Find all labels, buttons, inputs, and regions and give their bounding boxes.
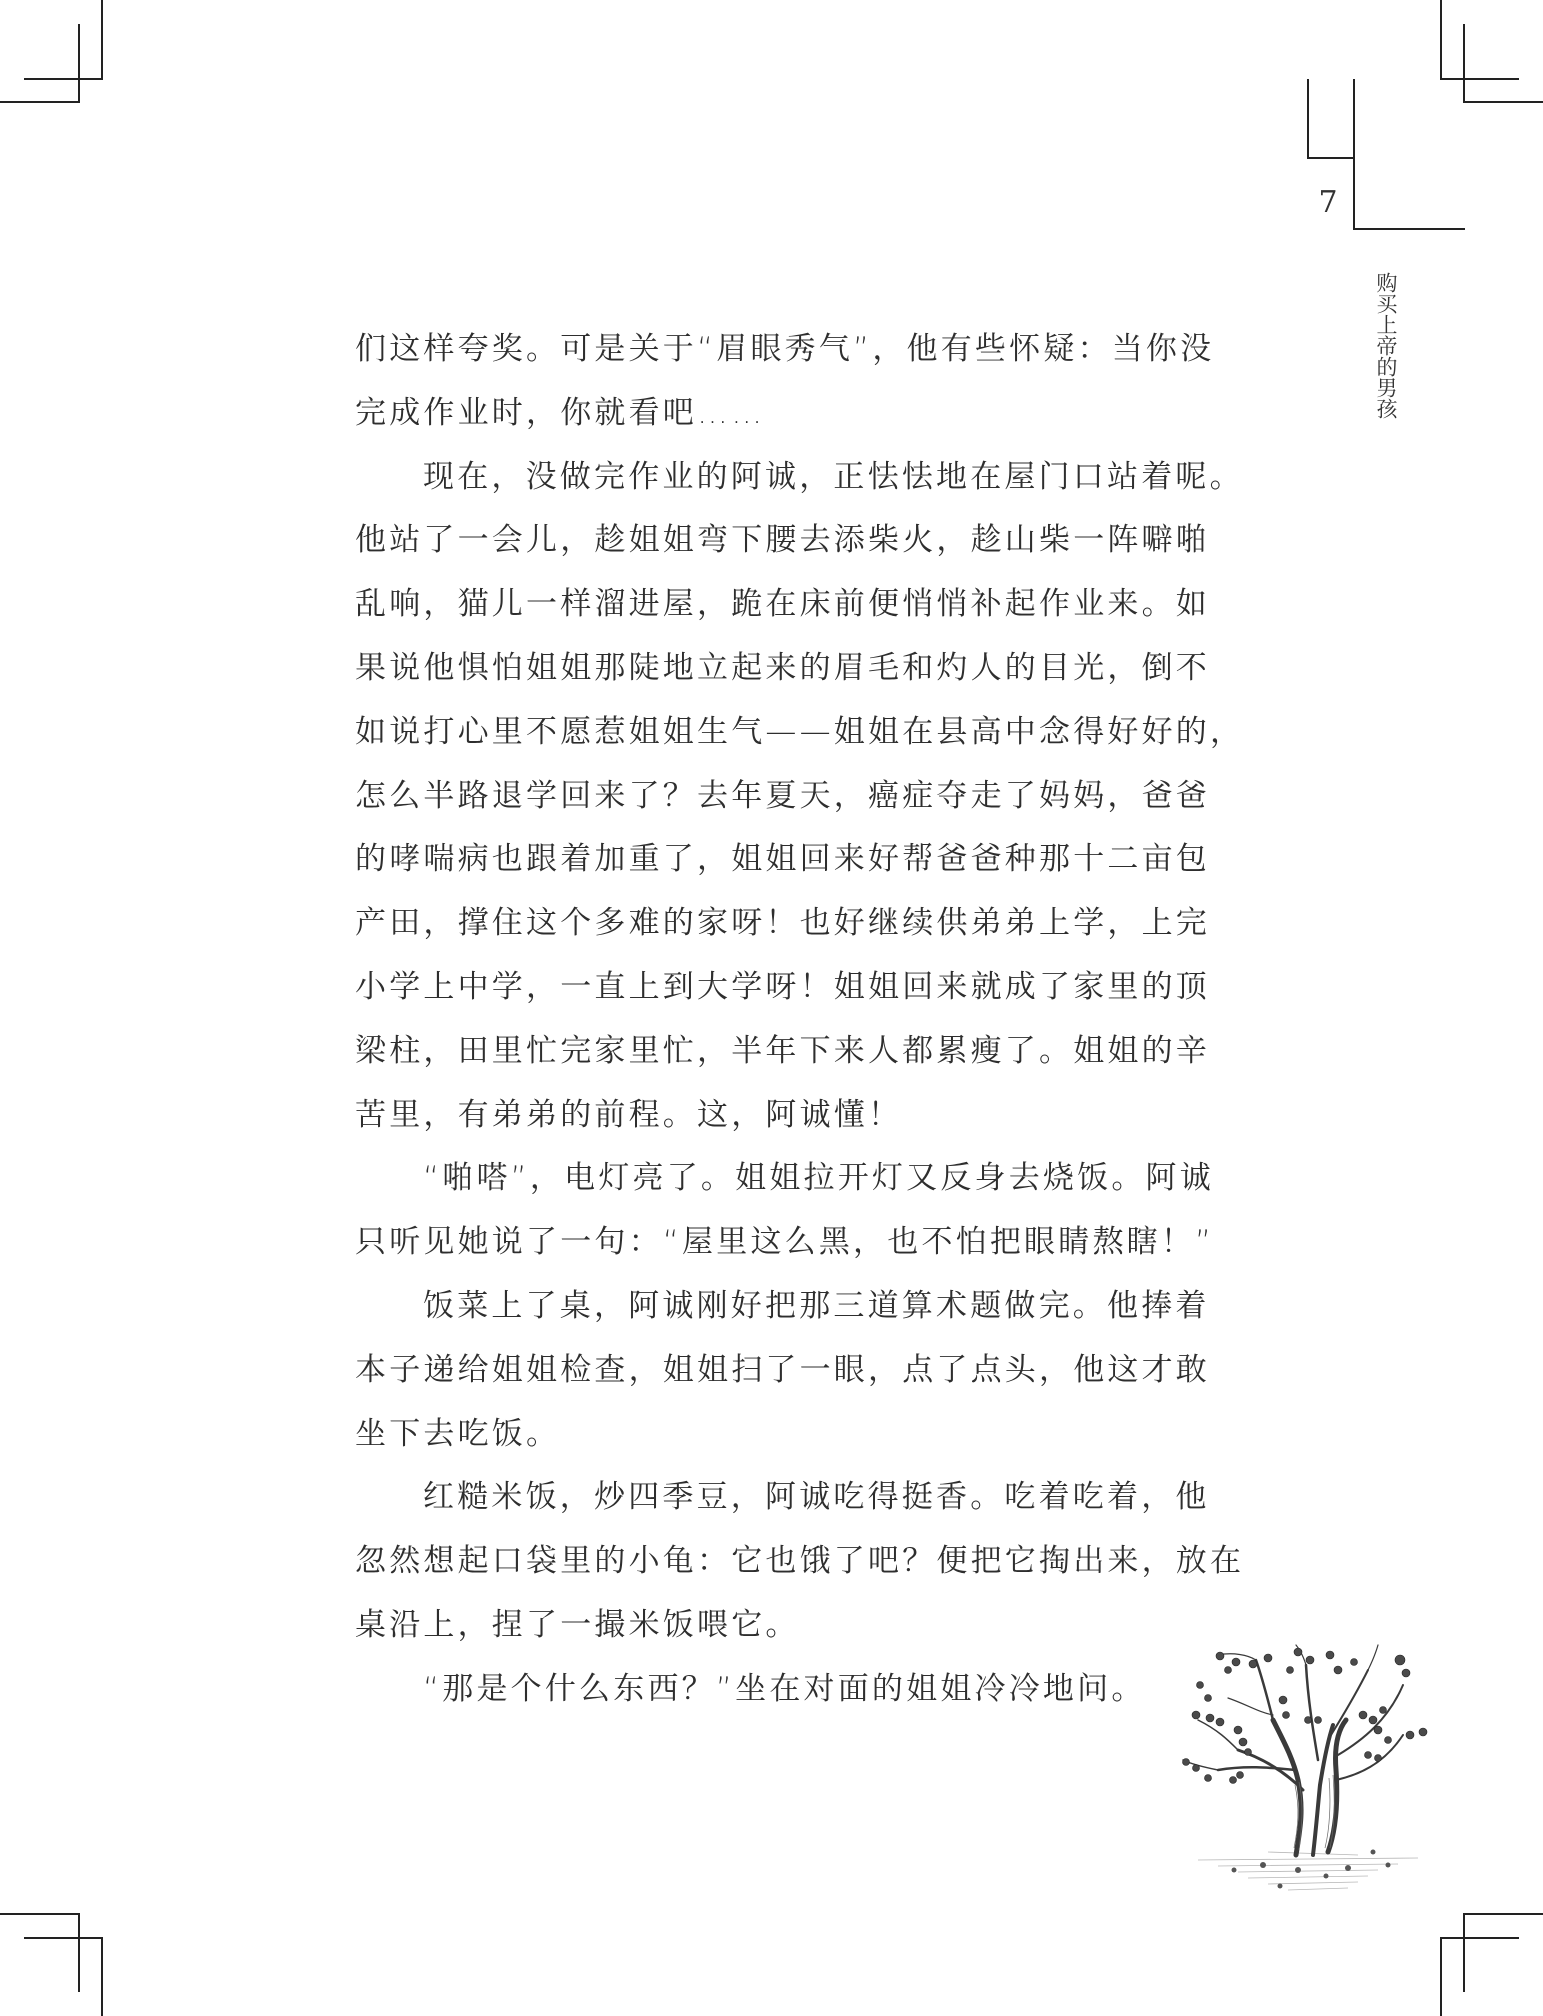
- text-line: 产田，撑住这个多难的家呀！也好继续供弟弟上学，上完: [355, 905, 1210, 942]
- running-title: 购买上帝的男孩: [1374, 272, 1398, 419]
- paragraph-start-line: 现在，没做完作业的阿诚，正怯怯地在屋门口站着呢。: [423, 458, 1244, 495]
- text-line: 如说打心里不愿惹姐姐生气——姐姐在县高中念得好好的，: [355, 713, 1245, 750]
- crop-mark-bottom-right-v1: [1463, 1913, 1465, 1992]
- text-line: 本子递给姐姐检查，姐姐扫了一眼，点了点头，他这才敢: [355, 1351, 1210, 1388]
- crop-mark-top-left-h2: [0, 101, 80, 103]
- text-line: 他站了一会儿，趁姐姐弯下腰去添柴火，趁山柴一阵噼啪: [355, 522, 1210, 559]
- paragraph-start-line: “啪嗒”，电灯亮了。姐姐拉开灯又反身去烧饭。阿诚: [423, 1160, 1214, 1197]
- text-line: 乱响，猫儿一样溜进屋，跪在床前便悄悄补起作业来。如: [355, 586, 1210, 623]
- page-number-frame-right: [1353, 79, 1355, 230]
- page-number: 7: [1318, 185, 1338, 220]
- tree-illustration-icon: [1178, 1640, 1448, 1920]
- page-number-frame-bottom: [1353, 228, 1465, 230]
- crop-mark-top-left-v1: [101, 0, 103, 79]
- text-line: 只听见她说了一句：“屋里这么黑，也不怕把眼睛熬瞎！”: [355, 1224, 1215, 1261]
- text-line: 坐下去吃饭。: [355, 1415, 561, 1452]
- text-line: 苦里，有弟弟的前程。这，阿诚懂！: [355, 1096, 903, 1133]
- text-line: 梁柱，田里忙完家里忙，半年下来人都累瘦了。姐姐的辛: [355, 1032, 1210, 1069]
- crop-mark-bottom-left-h1: [0, 1913, 80, 1915]
- text-line: 桌沿上，捏了一撮米饭喂它。: [355, 1606, 800, 1643]
- crop-mark-bottom-right-h1: [1463, 1913, 1543, 1915]
- crop-mark-bottom-left-v1: [78, 1913, 80, 1992]
- crop-mark-bottom-left-h2: [24, 1937, 103, 1939]
- crop-mark-top-right-v1: [1440, 0, 1442, 79]
- crop-mark-top-left-v2: [78, 24, 80, 103]
- text-line: 的哮喘病也跟着加重了，姐姐回来好帮爸爸种那十二亩包: [355, 841, 1210, 878]
- page-number-frame-left: [1307, 79, 1309, 158]
- text-line: 完成作业时，你就看吧……: [355, 394, 766, 431]
- crop-mark-bottom-left-v2: [101, 1937, 103, 2016]
- paragraph-start-line: “那是个什么东西？”坐在对面的姐姐冷冷地问。: [423, 1670, 1146, 1707]
- crop-mark-top-right-h1: [1440, 78, 1519, 80]
- crop-mark-top-right-v2: [1463, 24, 1465, 103]
- text-line: 怎么半路退学回来了？去年夏天，癌症夺走了妈妈，爸爸: [355, 777, 1210, 814]
- paragraph-start-line: 红糙米饭，炒四季豆，阿诚吃得挺香。吃着吃着，他: [423, 1479, 1210, 1516]
- crop-mark-bottom-right-v2: [1440, 1937, 1442, 2016]
- crop-mark-top-left-h1: [24, 78, 103, 80]
- paragraph-start-line: 饭菜上了桌，阿诚刚好把那三道算术题做完。他捧着: [423, 1287, 1210, 1324]
- body-text: [355, 318, 1245, 1722]
- text-line: 们这样夸奖。可是关于“眉眼秀气”，他有些怀疑：当你没: [355, 331, 1215, 367]
- page-number-frame-mid: [1307, 157, 1355, 159]
- text-line: 忽然想起口袋里的小龟：它也饿了吧？便把它掏出来，放在: [355, 1543, 1245, 1580]
- crop-mark-bottom-right-h2: [1440, 1937, 1519, 1939]
- crop-mark-top-right-h2: [1463, 101, 1543, 103]
- text-line: 果说他惧怕姐姐那陡地立起来的眉毛和灼人的目光，倒不: [355, 649, 1210, 686]
- text-line: 小学上中学，一直上到大学呀！姐姐回来就成了家里的顶: [355, 968, 1210, 1005]
